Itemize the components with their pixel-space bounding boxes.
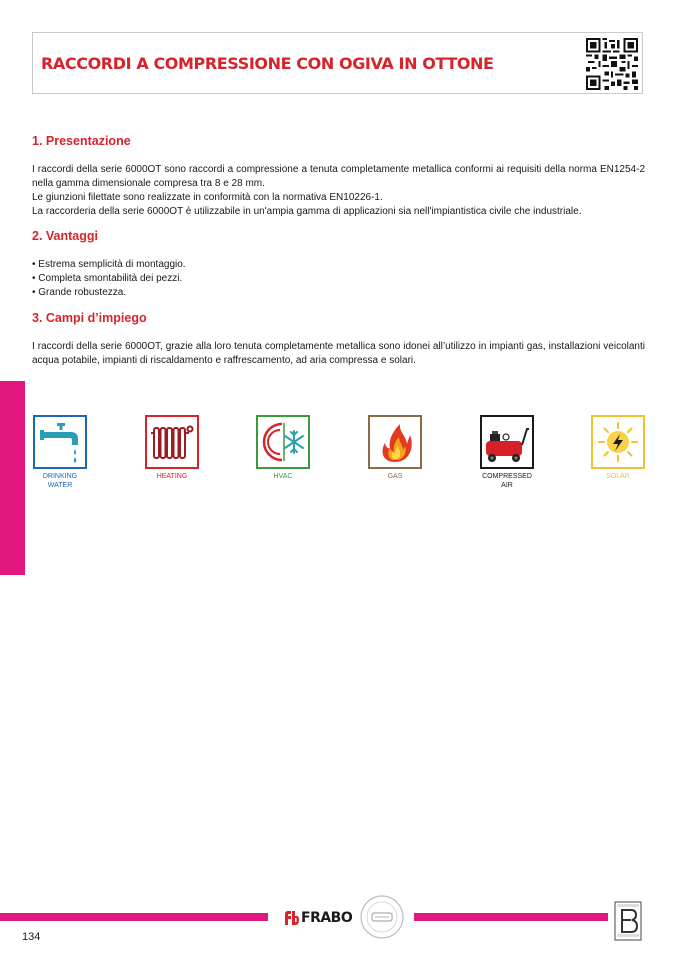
application-drinking-water — [29, 415, 91, 490]
qr-code-icon — [586, 38, 638, 90]
page-number: 134 — [22, 931, 41, 943]
side-tab-marker — [0, 381, 25, 575]
paragraph: I raccordi della serie 6000OT sono raccordi a compressione a tenuta completamente metallica conformi ai requisiti della norma EN1254-2 nella gamma dimensionale compresa tra 8 e 28 mm. — [32, 164, 645, 189]
paragraph: Le giunzioni filettate sono realizzate in conformità con la normativa EN10226-1. — [32, 192, 383, 203]
hvac-icon — [256, 415, 310, 469]
compressor-icon — [480, 415, 534, 469]
application-label: HEATING — [156, 473, 188, 480]
radiator-icon — [145, 415, 199, 469]
section-body-vantaggi — [32, 258, 645, 300]
group-logo-icon — [614, 901, 642, 941]
application-hvac — [252, 415, 314, 482]
page-title: RACCORDI A COMPRESSIONE CON OGIVA IN OTTONE — [41, 54, 494, 73]
frabo-logo — [283, 908, 352, 928]
section-heading-presentazione: 1. Presentazione — [32, 134, 131, 148]
application-heating — [141, 415, 203, 482]
list-item: • Estrema semplicità di montaggio. — [32, 259, 186, 270]
application-gas — [364, 415, 426, 482]
list-item: • Completa smontabilità dei pezzi. — [32, 273, 183, 284]
application-compressed-air — [476, 415, 538, 490]
section-heading-campi-impiego: 3. Campi d’impiego — [32, 311, 147, 325]
application-label: SOLAR — [606, 473, 630, 480]
sun-icon — [591, 415, 645, 469]
application-solar — [587, 415, 649, 482]
flame-icon — [368, 415, 422, 469]
footer-rule-right — [414, 913, 608, 921]
application-label: HVAC — [273, 473, 293, 480]
section-body-presentazione — [32, 163, 645, 219]
frabo-mark-icon — [283, 910, 299, 926]
paragraph: I raccordi della serie 6000OT, grazie alla loro tenuta completamente metallica sono idonei all’utilizzo in impianti gas, installazioni veicolanti acqua potabile, impianti di riscaldamento e raffrescamento, ad aria compressa e solari. — [32, 341, 645, 366]
certification-seal-icon — [359, 894, 405, 940]
water-tap-icon — [33, 415, 87, 469]
footer-rule-left — [0, 913, 268, 921]
list-item: • Grande robustezza. — [32, 287, 127, 298]
paragraph: La raccorderia della serie 6000OT è utilizzabile in un'ampia gamma di applicazioni sia nell'impiantistica civile che industriale. — [32, 206, 582, 217]
section-body-campi-impiego — [32, 340, 645, 368]
section-heading-vantaggi: 2. Vantaggi — [32, 229, 98, 243]
header-box — [32, 32, 643, 94]
application-label: COMPRESSED AIR — [482, 473, 532, 489]
application-label: GAS — [387, 473, 403, 480]
application-label: DRINKING WATER — [42, 473, 78, 489]
brand-name: FRABO — [301, 910, 353, 926]
